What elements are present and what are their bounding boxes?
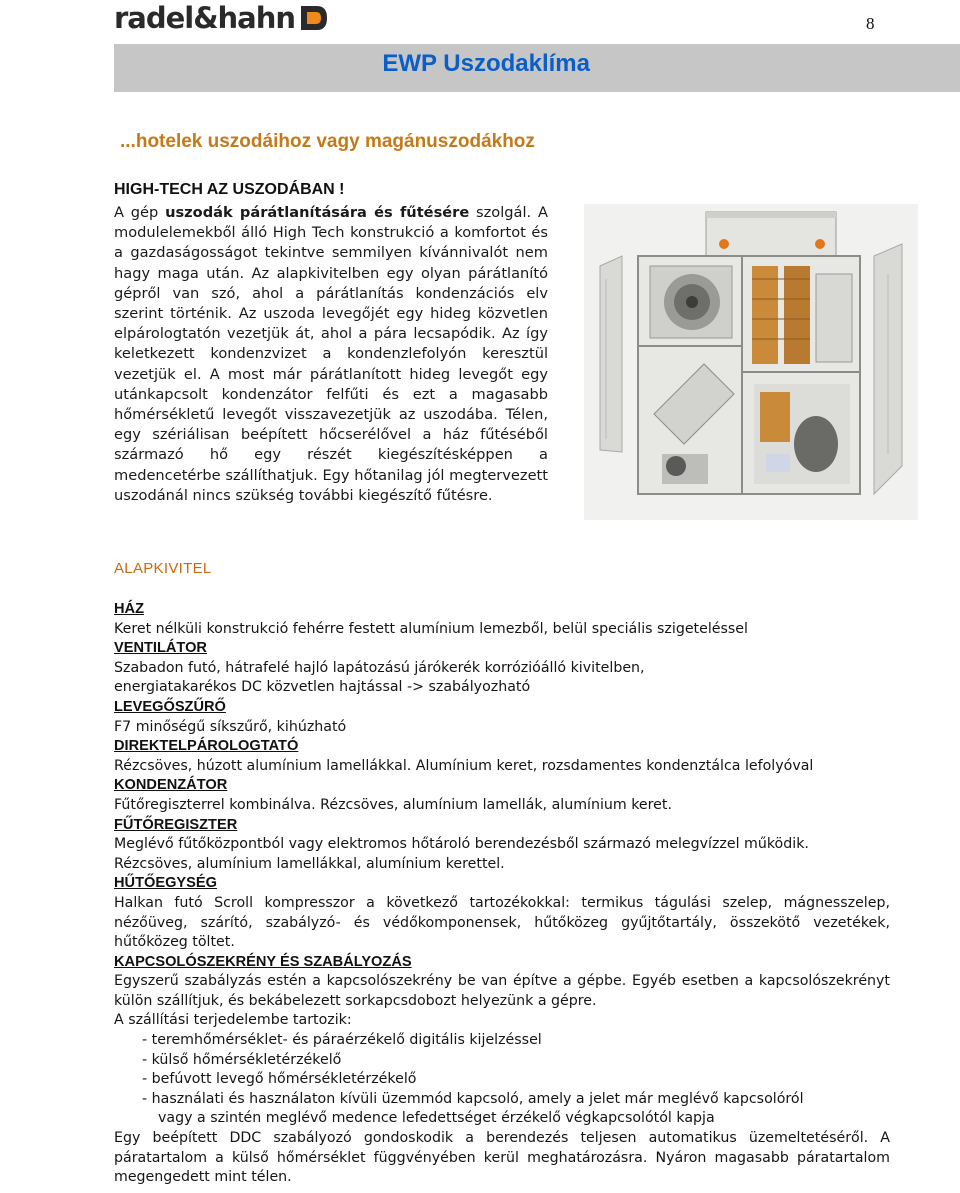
list-item: - használati és használaton kívüli üzemmód kapcsoló, amely a jelet már meglévő kapcsolóról [142,1090,804,1107]
list-item: - befúvott levegő hőmérsékletérzékelő [142,1071,417,1088]
intro-text-start: A gép [114,204,166,221]
scope-intro: A szállítási terjedelembe tartozik: [114,1012,352,1029]
spec-text-futoregiszter-2: Rézcsöves, alumínium lamellákkal, alumínium kerettel. [114,855,505,872]
product-photo [584,204,918,520]
list-item: - teremhőmérséklet- és páraérzékelő digitális kijelzéssel [142,1032,542,1049]
section-label: ALAPKIVITEL [114,560,212,577]
spec-title-hutoegyseg: HŰTŐEGYSÉG [114,875,217,892]
logo-wordmark: radel&hahn [114,1,296,35]
dehumidifier-unit-image [584,204,918,520]
intro-text-bold: uszodák párátlanítására és fűtésére [165,204,470,221]
list-item: - külső hőmérsékletérzékelő [142,1051,342,1068]
spec-list [114,600,890,1188]
header-title: EWP Uszodaklíma [382,50,590,77]
spec-text-ventilator-1: Szabadon futó, hátrafelé hajló lapátozású járókerék korrózióálló kivitelben, [114,659,645,676]
intro-heading: HIGH-TECH AZ USZODÁBAN ! [114,181,345,198]
spec-title-kapcsoloszekreny: KAPCSOLÓSZEKRÉNY ÉS SZABÁLYOZÁS [114,953,412,970]
spec-text-ventilator-2: energiatakarékos DC közvetlen hajtással -> szabályozható [114,679,531,696]
spec-text-kapcsoloszekreny: Egyszerű szabályzás estén a kapcsolószekrény be van építve a gépbe. Egyéb esetben a kapcsolószekrényt külön szállítjuk, és bekábelezett sorkapcsdobozt helyezünk a gépre. [114,973,890,1009]
spec-title-ventilator: VENTILÁTOR [114,640,207,657]
spec-title-futoregiszter: FŰTŐREGISZTER [114,816,238,833]
spec-title-haz: HÁZ [114,601,144,617]
subtitle: ...hotelek uszodáihoz vagy magánuszodákhoz [120,131,535,152]
intro-text-rest: szolgál. A modulelemekből álló High Tech konstrukció a komfortot és a gazdaságosságot tekintve semmilyen kívánnivalót nem hagy maga után. Az alapkivitelben egy olyan párátlanító gépről van szó, ahol a párátlanítás kondenzációs elv szerint történik. Az uszoda levegőjét egy hideg közvetlen elpárologtatón vezetjük át, ahol a pára lecsapódik. Az így keletkezett kondenzvizet a kondenzlefolyón keresztül vezetjük el. A most már párátlanított hideg levegőt egy utánkapcsolt kondenzátor felfűti és ezt a magasabb hőmérsékletű levegőt visszavezetjük az uszodába. Télen, egy szériálisan beépített hőcserélővel a ház fűtéséből származó hő egy részét kiegészítésképpen a medencetérbe szállíthatjuk. Egy hőtanilag jól megtervezett uszodánál nincs szükség további kiegészítő fűtésre. [114,204,548,504]
spec-text-levegoszuro: F7 minőségű síkszűrő, kihúzható [114,718,347,735]
spec-text-haz: Keret nélküli konstrukció fehérre festett alumínium lemezből, belül speciális szigeteléssel [114,620,748,637]
spec-text-futoregiszter-1: Meglévő fűtőközpontból vagy elektromos hőtároló berendezésből származó melegvízzel működik. [114,836,809,853]
company-logo [114,2,331,34]
ddc-paragraph: Egy beépített DDC szabályozó gondoskodik a berendezés teljesen automatikus üzemeltetéséről. A páratartalom a külső hőmérséklet függvényében kerül meghatározásra. Nyáron magasabb páratartalom megengedett mint télen. [114,1130,890,1186]
page-number: 8 [866,14,875,33]
spec-text-direktelparologtato: Rézcsöves, húzott alumínium lamellákkal. Alumínium keret, rozsdamentes kondenztálca lefolyóval [114,757,814,774]
spec-title-kondenzator: KONDENZÁTOR [114,777,228,794]
intro-paragraph [114,203,548,506]
header-banner [114,44,960,92]
spec-text-kondenzator: Fűtőregiszterrel kombinálva. Rézcsöves, alumínium lamellák, alumínium keret. [114,796,672,813]
logo-emblem-icon [299,3,331,33]
spec-title-direktelparologtato: DIREKTELPÁROLOGTATÓ [114,738,299,755]
list-item-continuation: vagy a szintén meglévő medence lefedettséget érzékelő végkapcsolótól kapja [158,1110,715,1127]
spec-text-hutoegyseg: Halkan futó Scroll kompresszor a következő tartozékokkal: termikus tágulási szelep, mágnesszelep, nézőüveg, szárító, szabályzó- és védőkomponensek, hűtőközeg gyűjtőtartály, összekötő vezetékek, hűtőközeg töltet. [114,894,890,951]
spec-title-levegoszuro: LEVEGŐSZŰRŐ [114,698,226,715]
